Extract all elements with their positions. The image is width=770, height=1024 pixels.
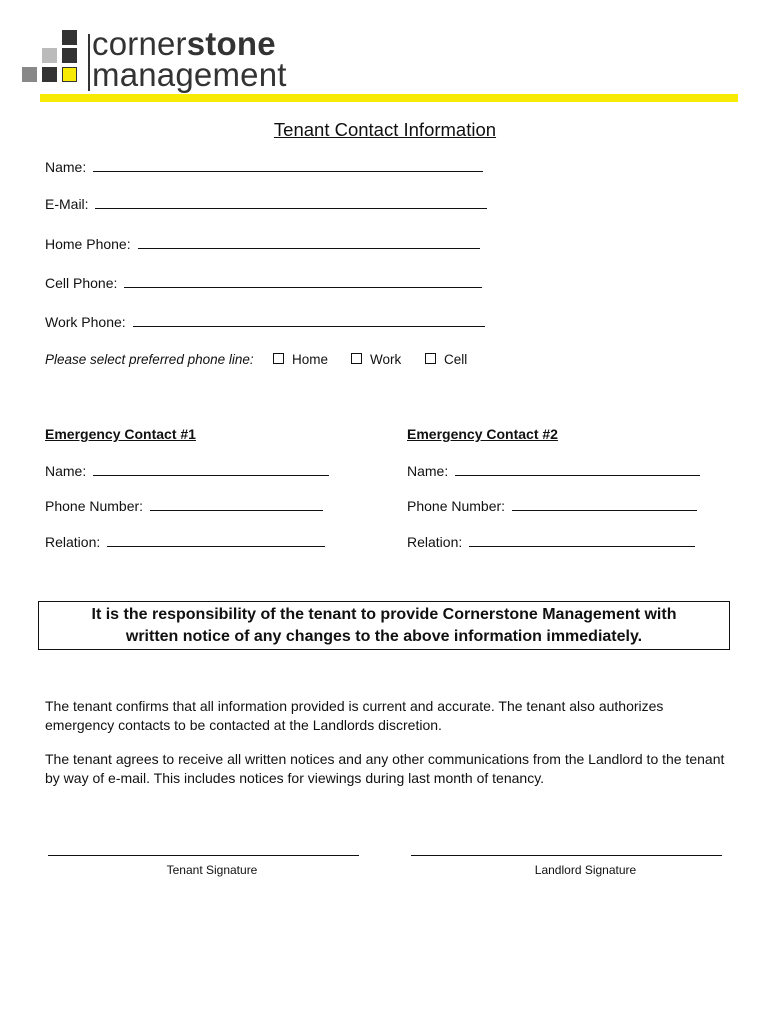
emergency-contact-2-heading: Emergency Contact #2 (407, 426, 558, 442)
ec1-relation-label: Relation: (45, 534, 105, 550)
ec2-name-label: Name: (407, 463, 453, 479)
home-phone-input-line[interactable] (138, 234, 480, 249)
header-accent-bar (40, 94, 738, 102)
responsibility-notice (38, 601, 730, 650)
email-label: E-Mail: (45, 196, 93, 212)
logo-wordmark-line1: cornerstone (92, 25, 276, 62)
landlord-signature-line[interactable] (411, 855, 722, 856)
ec2-relation-field[interactable] (407, 532, 695, 550)
option-home-label: Home (292, 352, 329, 367)
logo-square (62, 30, 77, 45)
logo-divider (88, 34, 90, 91)
name-field[interactable] (45, 157, 483, 175)
emergency-contact-1-heading: Emergency Contact #1 (45, 426, 196, 442)
logo-square (22, 67, 37, 82)
option-work[interactable] (351, 352, 401, 367)
work-phone-field[interactable] (45, 312, 485, 330)
ec1-phone-field[interactable] (45, 496, 323, 514)
ec1-name-label: Name: (45, 463, 91, 479)
notice-line-1: It is the responsibility of the tenant to provide Cornerstone Management with (91, 606, 677, 623)
checkbox-work[interactable] (351, 353, 362, 364)
ec1-name-field[interactable] (45, 461, 329, 479)
checkbox-cell[interactable] (425, 353, 436, 364)
logo-square (62, 48, 77, 63)
option-work-label: Work (370, 352, 402, 367)
logo-wordmark-line2: management (92, 56, 287, 93)
ec1-phone-input-line[interactable] (150, 496, 323, 511)
ec1-name-input-line[interactable] (93, 461, 329, 476)
confirmation-paragraph: The tenant confirms that all information provided is current and accurate. The tenant also authorizes emergency contacts to be contacted at the Landlords discretion. (45, 698, 664, 733)
email-field[interactable] (45, 194, 487, 212)
checkbox-home[interactable] (273, 353, 284, 364)
email-consent-paragraph: The tenant agrees to receive all written notices and any other communications from the Landlord to the tenant by way of e-mail. This includes notices for viewings during last month of tenancy. (45, 751, 725, 786)
ec2-phone-input-line[interactable] (512, 496, 697, 511)
option-home[interactable] (273, 352, 328, 367)
form-title: Tenant Contact Information (273, 119, 497, 140)
home-phone-label: Home Phone: (45, 236, 135, 252)
ec2-phone-label: Phone Number: (407, 498, 509, 514)
email-input-line[interactable] (95, 194, 487, 209)
cell-phone-field[interactable] (45, 273, 482, 291)
cell-phone-input-line[interactable] (124, 273, 482, 288)
company-logo (20, 26, 320, 96)
ec2-name-input-line[interactable] (455, 461, 700, 476)
cell-phone-label: Cell Phone: (45, 275, 122, 291)
tenant-signature-label: Tenant Signature (166, 863, 258, 877)
work-phone-label: Work Phone: (45, 314, 130, 330)
name-input-line[interactable] (93, 157, 483, 172)
landlord-signature-label: Landlord Signature (534, 863, 637, 877)
ec2-relation-label: Relation: (407, 534, 467, 550)
ec2-relation-input-line[interactable] (469, 532, 695, 547)
preferred-phone-label: Please select preferred phone line: (45, 352, 254, 367)
name-label: Name: (45, 159, 91, 175)
ec1-relation-input-line[interactable] (107, 532, 325, 547)
option-cell[interactable] (425, 352, 467, 367)
home-phone-field[interactable] (45, 234, 480, 252)
work-phone-input-line[interactable] (133, 312, 485, 327)
logo-square (42, 48, 57, 63)
option-cell-label: Cell (444, 352, 468, 367)
ec1-relation-field[interactable] (45, 532, 325, 550)
ec2-name-field[interactable] (407, 461, 700, 479)
notice-line-2: written notice of any changes to the above information immediately. (125, 628, 643, 645)
logo-square (42, 67, 57, 82)
preferred-phone-row (45, 352, 468, 367)
ec1-phone-label: Phone Number: (45, 498, 147, 514)
tenant-signature-line[interactable] (48, 855, 359, 856)
ec2-phone-field[interactable] (407, 496, 697, 514)
logo-square (62, 67, 77, 82)
